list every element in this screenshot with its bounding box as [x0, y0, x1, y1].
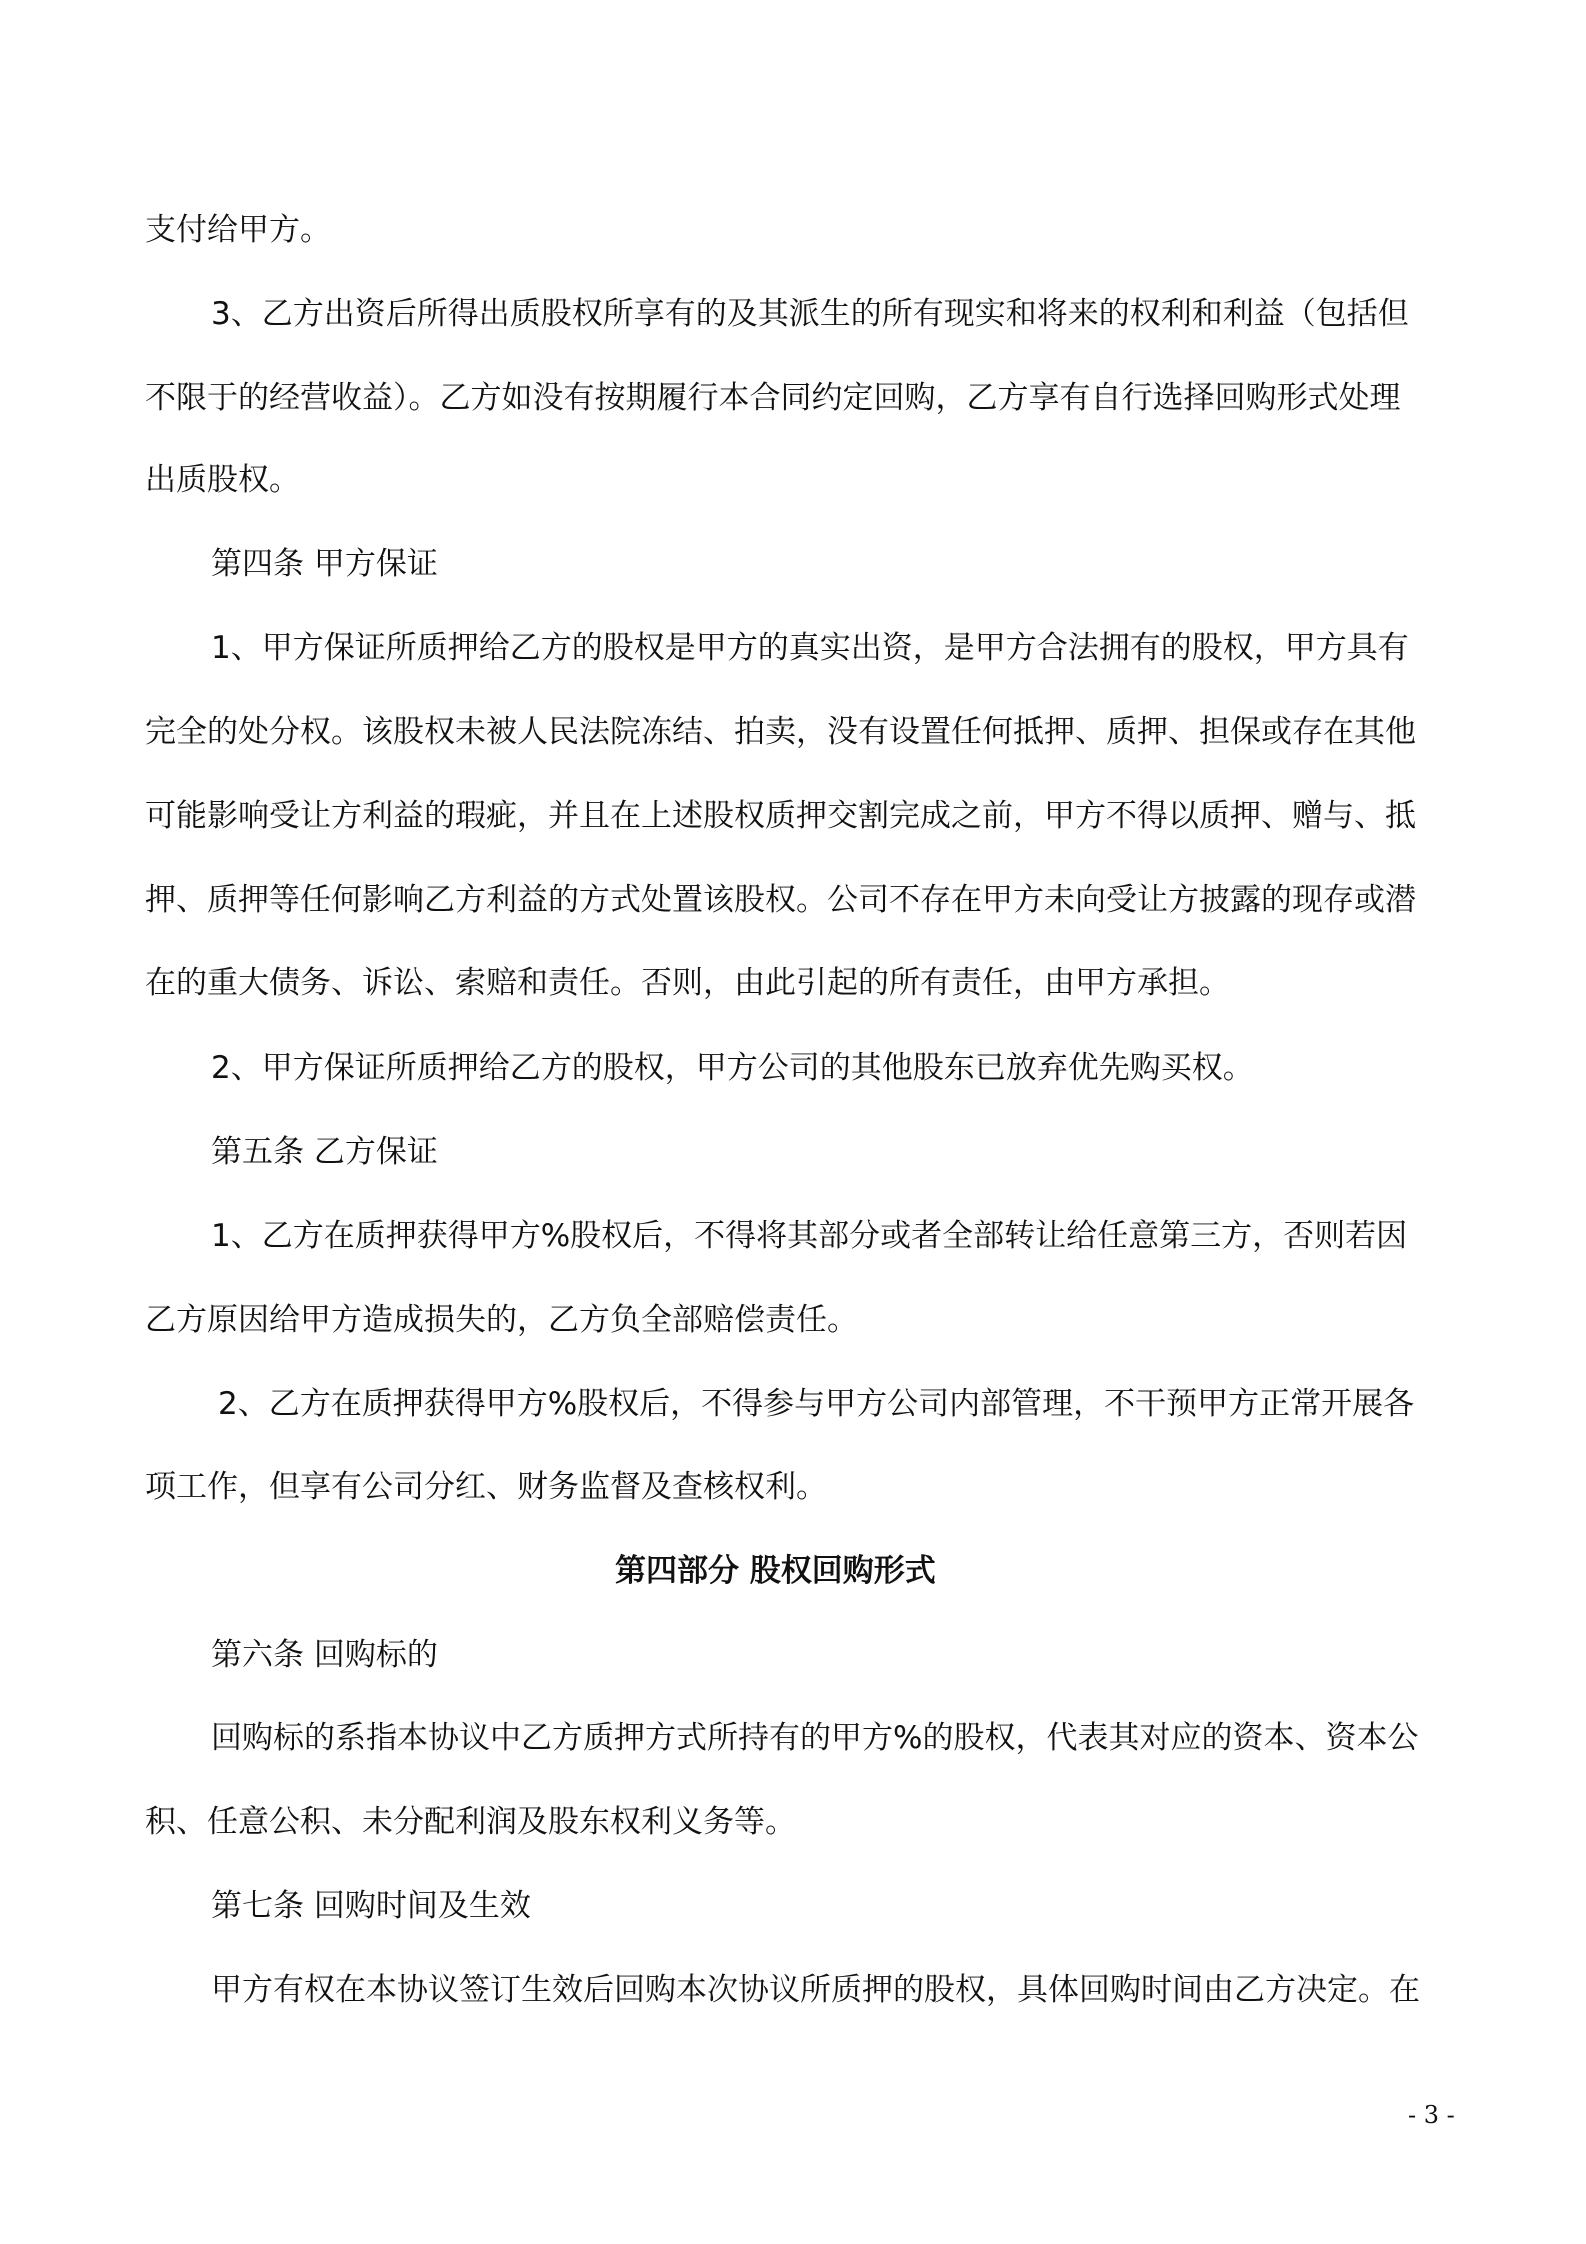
text-line: 支付给甲方。: [145, 212, 331, 248]
article-heading: 第七条 回购时间及生效: [211, 1888, 531, 1924]
text-line: 可能影响受让方利益的瑕疵，并且在上述股权质押交割完成之前，甲方不得以质押、赠与、抵: [145, 798, 1416, 834]
text-line: 在的重大债务、诉讼、索赔和责任。否则，由此引起的所有责任，由甲方承担。: [145, 965, 1230, 1001]
page-number: - 3 -: [1408, 2101, 1455, 2129]
text-line: 回购标的系指本协议中乙方质押方式所持有的甲方%的股权，代表其对应的资本、资本公: [211, 1720, 1419, 1756]
text-line: 出质股权。: [145, 462, 300, 498]
text-line: 3、乙方出资后所得出质股权所享有的及其派生的所有现实和将来的权利和利益（包括但: [211, 296, 1409, 332]
article-heading: 第四条 甲方保证: [211, 546, 438, 582]
text-line: 押、质押等任何影响乙方利益的方式处置该股权。公司不存在甲方未向受让方披露的现存或潜: [145, 882, 1416, 918]
text-line: 积、任意公积、未分配利润及股东权利义务等。: [145, 1804, 796, 1840]
article-heading: 第五条 乙方保证: [211, 1134, 438, 1170]
text-line: 项工作，但享有公司分红、财务监督及查核权利。: [145, 1469, 827, 1505]
text-line: 1、甲方保证所质押给乙方的股权是甲方的真实出资，是甲方合法拥有的股权，甲方具有: [211, 630, 1409, 666]
article-heading: 第六条 回购标的: [211, 1637, 438, 1673]
text-line: 乙方原因给甲方造成损失的，乙方负全部赔偿责任。: [145, 1302, 858, 1338]
text-line: 1、乙方在质押获得甲方%股权后，不得将其部分或者全部转让给任意第三方，否则若因: [211, 1218, 1408, 1254]
section-heading: 第四部分 股权回购形式: [615, 1553, 936, 1589]
text-line: 2、乙方在质押获得甲方%股权后，不得参与甲方公司内部管理，不干预甲方正常开展各: [218, 1386, 1415, 1422]
text-line: 2、甲方保证所质押给乙方的股权，甲方公司的其他股东已放弃优先购买权。: [211, 1050, 1254, 1086]
text-line: 甲方有权在本协议签订生效后回购本次协议所质押的股权，具体回购时间由乙方决定。在: [211, 1972, 1420, 2008]
text-line: 不限于的经营收益）。乙方如没有按期履行本合同约定回购，乙方享有自行选择回购形式处理: [145, 380, 1401, 416]
text-line: 完全的处分权。该股权未被人民法院冻结、拍卖，没有设置任何抵押、质押、担保或存在其他: [145, 714, 1416, 750]
